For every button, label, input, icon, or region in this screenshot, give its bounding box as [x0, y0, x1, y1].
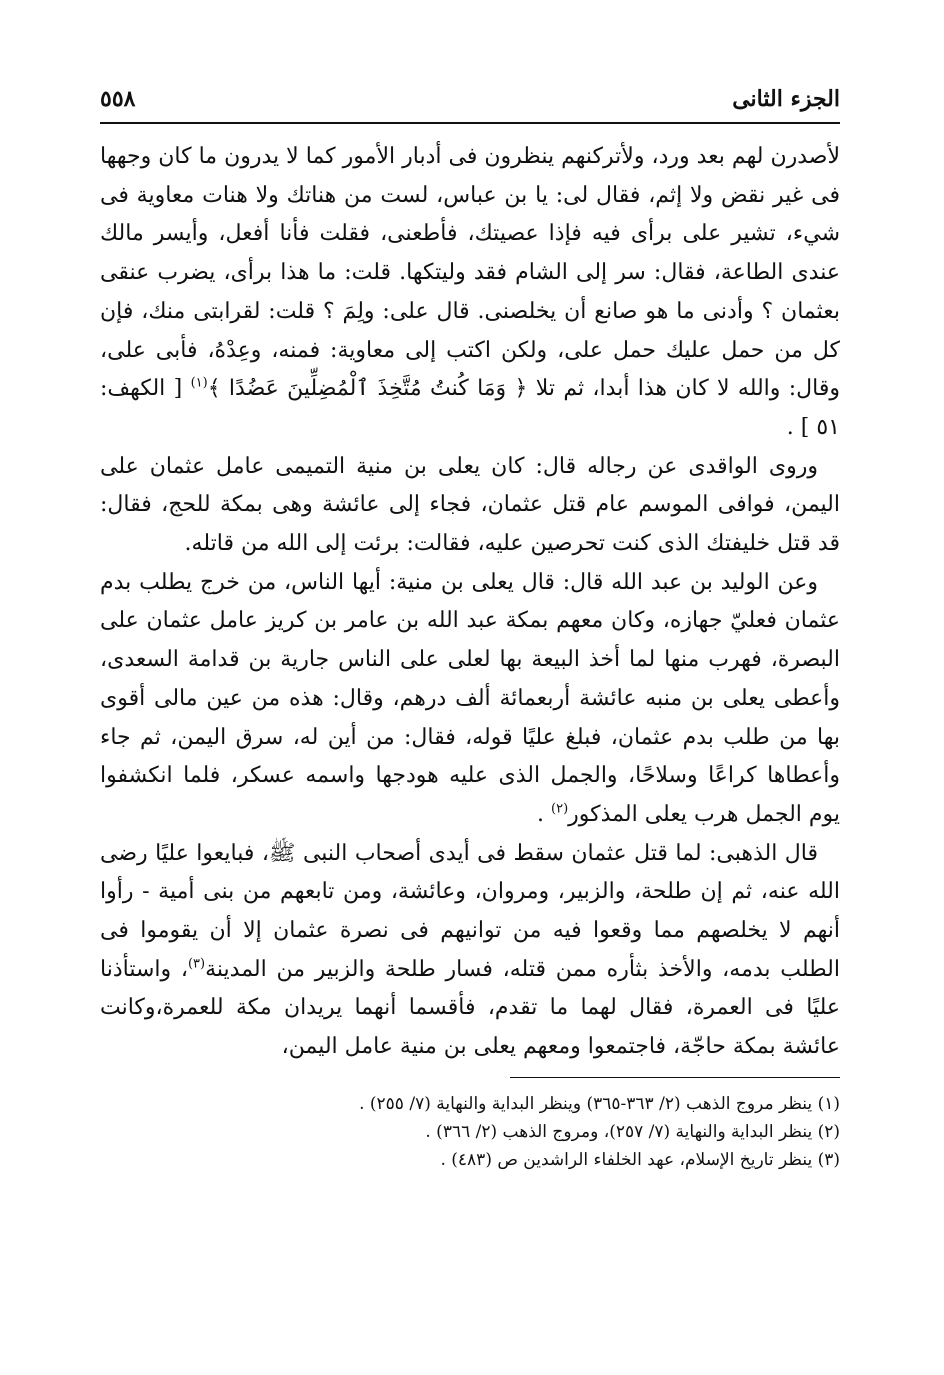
book-page: [100, 78, 840, 1174]
main-text: [100, 138, 840, 1067]
paragraph: [100, 138, 840, 448]
page-header: [100, 78, 840, 112]
quran-verse: ﴿ وَمَا كُنتُ مُتَّخِذَ ٱلْمُضِلِّينَ عَضُدًا ﴾: [207, 376, 528, 402]
footnote-marker: (٣): [187, 956, 206, 972]
footnote: (٣) ينظر تاريخ الإسلام، عهد الخلفاء الراشدين ص (٤٨٣) .: [440, 1149, 840, 1170]
paragraph-text: ، واستأذنا عليًا فى العمرة، فقال لهما ما تقدم، فأقسما أنهما يريدان مكة للعمرة،وكانت عائشة بمكة حاجّة، فاجتمعوا ومعهم يعلى بن منية عامل اليمن،: [100, 956, 840, 1060]
footnote: (١) ينظر مروج الذهب (٢/ ٣٦٣-٣٦٥) وينظر البداية والنهاية (٧/ ٢٥٥) .: [359, 1093, 840, 1114]
footnote-marker: (١): [190, 375, 208, 391]
paragraph: [100, 448, 840, 564]
paragraph-text: وعن الوليد بن عبد الله قال: قال يعلى بن منية: أيها الناس، من خرج يطلب بدم عثمان فعليّ جهازه، وكان معهم بمكة عبد الله بن عامر بن كريز عامل عثمان على البصرة، فهرب منها لما أخذ البيعة بها لعلى على الناس جارية بن قدامة السعدى، وأعطى يعلى بن منبه عائشة أربعمائة ألف درهم، وقال: هذه من عين مالى أقوى بها من طلب بدم عثمان، فبلغ عليًا قوله، فقال: من أين له، سرق اليمن، ثم جاء وأعطاها كراعًا وسلاحًا، والجمل الذى عليه هودجها واسمه عسكر، فلما انكشفوا يوم الجمل هرب يعلى المذكور: [100, 569, 840, 827]
footnote-divider: [510, 1077, 840, 1078]
paragraph-end: .: [537, 801, 545, 827]
part-title: الجزء الثانى: [732, 86, 840, 112]
header-divider: [100, 122, 840, 124]
paragraph-text: وروى الواقدى عن رجاله قال: كان يعلى بن منية التميمى عامل عثمان على اليمن، فوافى الموسم عام قتل عثمان، فجاء إلى عائشة وهى بمكة للحج، فقال: قد قتل خليفتك الذى كنت تحرصين عليه، فقالت: برئت إلى الله من قاتله.: [100, 453, 840, 557]
footnotes: [100, 1090, 840, 1174]
footnote-marker: (٢): [551, 801, 569, 817]
footnote: (٢) ينظر البداية والنهاية (٧/ ٢٥٧)، ومروج الذهب (٢/ ٣٦٦) .: [425, 1121, 840, 1142]
paragraph-text: لأصدرن لهم بعد ورد، ولأتركنهم ينظرون فى أدبار الأمور كما لا يدرون ما كان وجهها فى غير نقض ولا إثم، فقال لى: يا بن عباس، لست من هناتك ولا هنات معاوية فى شيء، تشير على برأى فيه فإذا عصيتك، فأطعنى، فقلت فأنا أفعل، وأيسر مالك عندى الطاعة، فقال: سر إلى الشام فقد وليتكها. قلت: ما هذا برأى، يضرب عنقى بعثمان ؟ وأدنى ما هو صانع أن يخلصنى. قال على: ولِمَ ؟ قلت: لقرابتى منك، فإن كل من حمل عليك حمل على، ولكن اكتب إلى معاوية: فمنه، وعِدْهُ، فأبى على، وقال: والله لا كان هذا أبدا، ثم تلا: [100, 144, 840, 402]
paragraph-text: قال الذهبى: لما قتل عثمان سقط فى أيدى أصحاب النبى ﷺ، فبايعوا عليًا رضى الله عنه، ثم إن طلحة، والزبير، ومروان، وعائشة، ومن تابعهم من بنى أمية - رأوا أنهم لا يخلصهم مما وقعوا فيه من توانيهم فى نصرة عثمان إلا أن يقوموا فى الطلب بدمه، والأخذ بثأره ممن قتله، فسار طلحة والزبير من المدينة: [100, 840, 840, 982]
paragraph: [100, 564, 840, 835]
paragraph: [100, 835, 840, 1067]
verse-reference: [ الكهف: ٥١ ] .: [100, 376, 840, 440]
page-number: ٥٥٨: [100, 86, 136, 112]
